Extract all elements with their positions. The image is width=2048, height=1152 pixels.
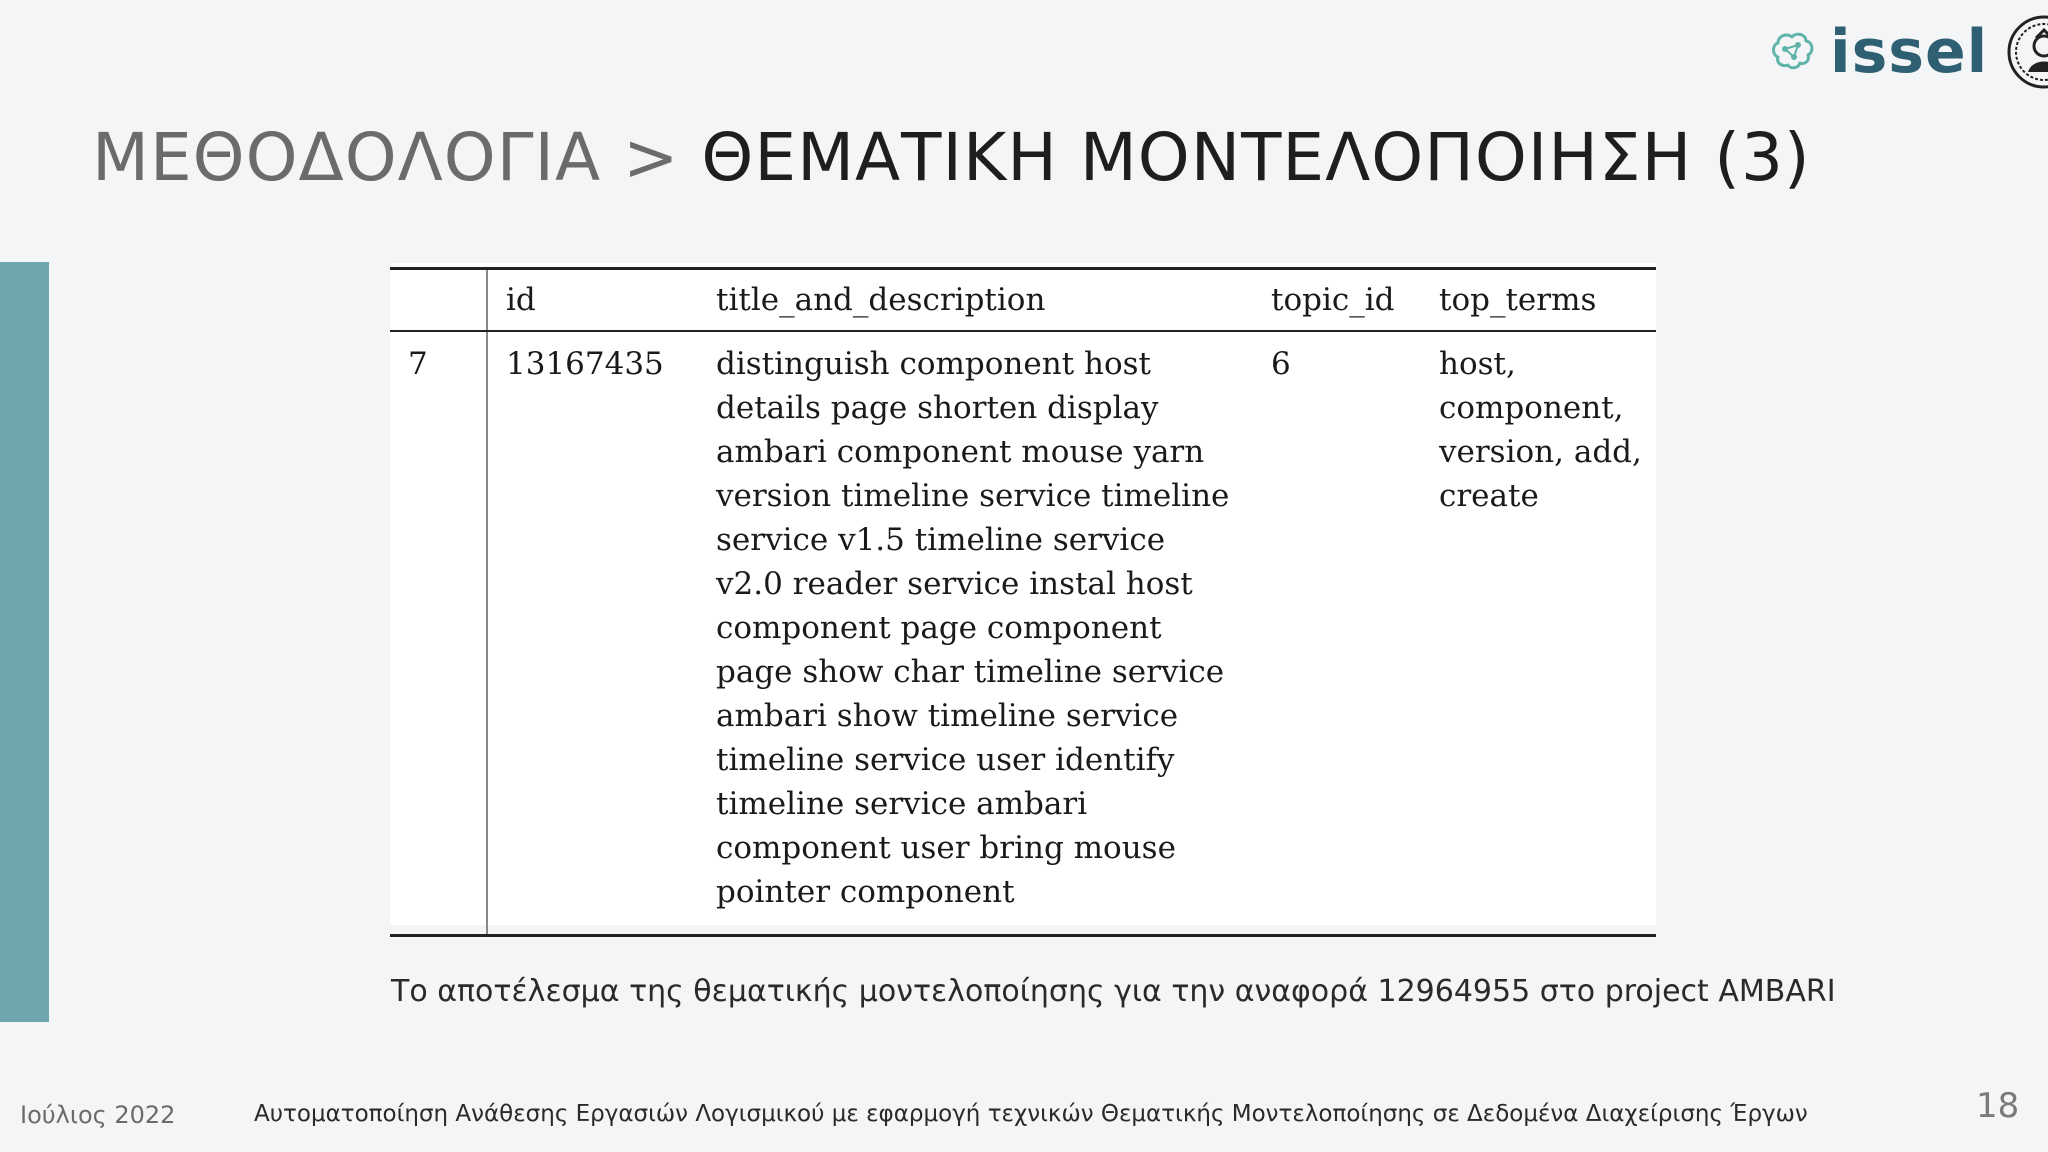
logo-text: issel [1830, 17, 1989, 87]
table-row [390, 331, 1656, 936]
footer-date: Ιούλιος 2022 [20, 1101, 176, 1129]
title-line: distinguish component host [716, 346, 1151, 382]
footer-title: Αυτοματοποίηση Ανάθεσης Εργασιών Λογισμικού με εφαρμογή τεχνικών Θεματικής Μοντελοποίησης σε Δεδομένα Διαχείρισης Έργων [254, 1101, 1808, 1127]
page-number: 18 [1976, 1086, 2020, 1126]
brain-outline-icon [1768, 27, 1818, 77]
term-line: create [1439, 478, 1539, 514]
cell-top-terms [1439, 331, 1656, 936]
title-line: timeline service ambari [716, 786, 1088, 822]
breadcrumb-current: ΘΕΜΑΤΙΚΗ ΜΟΝΤΕΛΟΠΟΙΗΣΗ (3) [701, 119, 1811, 196]
title-line: details page shorten display [716, 390, 1159, 426]
breadcrumb-section: ΜΕΘΟΔΟΛΟΓΙΑ [92, 119, 602, 196]
title-line: ambari component mouse yarn [716, 434, 1205, 470]
results-table [390, 267, 1656, 937]
title-line: component page component [716, 610, 1162, 646]
university-seal-icon [2006, 14, 2048, 90]
title-line: v2.0 reader service instal host [716, 566, 1193, 602]
title-line: version timeline service timeline [716, 478, 1230, 514]
issel-logo [1768, 14, 2048, 90]
table-caption: Το αποτέλεσμα της θεματικής μοντελοποίησης για την αναφορά 12964955 στο project AMBARI [391, 974, 1836, 1009]
term-line: component, [1439, 390, 1624, 426]
header-id: id [487, 269, 716, 332]
term-line: host, [1439, 346, 1516, 382]
results-table-image [390, 263, 1656, 925]
cell-title-and-description [716, 331, 1271, 936]
header-index [390, 269, 487, 332]
accent-bar [0, 262, 49, 1022]
title-line: component user bring mouse [716, 830, 1176, 866]
header-topic-id: topic_id [1271, 269, 1439, 332]
breadcrumb-separator: > [623, 119, 680, 196]
cell-index: 7 [390, 331, 487, 936]
page-title [92, 118, 1811, 197]
header-top-terms: top_terms [1439, 269, 1656, 332]
title-line: page show char timeline service [716, 654, 1225, 690]
term-line: version, add, [1439, 434, 1642, 470]
title-line: pointer component [716, 874, 1015, 910]
title-line: timeline service user identify [716, 742, 1175, 778]
title-line: service v1.5 timeline service [716, 522, 1166, 558]
header-title-and-description: title_and_description [716, 269, 1271, 332]
cell-id: 13167435 [487, 331, 716, 936]
title-line: ambari show timeline service [716, 698, 1179, 734]
cell-topic-id: 6 [1271, 331, 1439, 936]
table-header-row [390, 269, 1656, 332]
